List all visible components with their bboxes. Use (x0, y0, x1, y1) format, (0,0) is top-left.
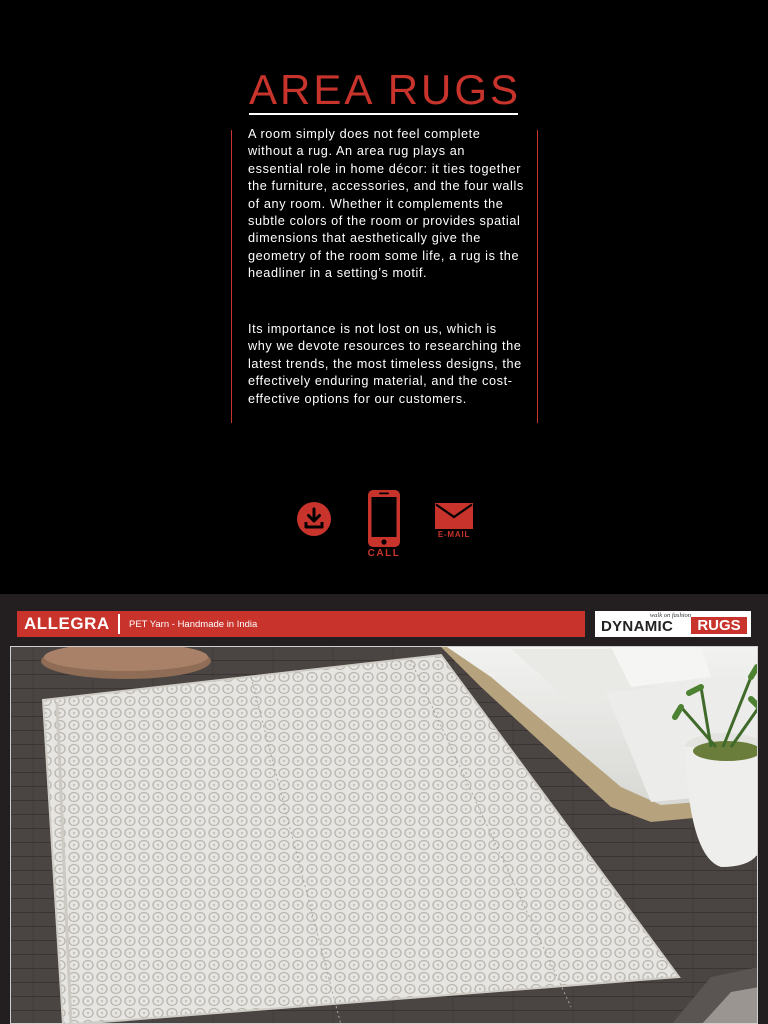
phone-icon[interactable] (366, 489, 402, 549)
room-scene-illustration (11, 647, 758, 1024)
product-name: ALLEGRA (24, 614, 110, 633)
title-underline (249, 113, 518, 115)
left-accent-line (231, 130, 232, 423)
right-accent-line (537, 130, 538, 423)
email-label[interactable]: E-MAIL (437, 530, 471, 539)
banner-separator (118, 614, 120, 634)
page-title: AREA RUGS (249, 66, 522, 113)
product-description: PET Yarn - Handmade in India (129, 619, 258, 630)
brand-logo (595, 611, 751, 637)
brand-tagline: walk on fashion (649, 612, 691, 619)
product-photo (10, 646, 758, 1024)
mail-icon[interactable] (435, 503, 473, 529)
intro-paragraph-2: Its importance is not lost on us, which is why we devote resources to researching the latest trends, the most timeless designs, the effectively enduring material, and the cost-effective options for our customers. (248, 322, 522, 406)
product-banner (17, 611, 585, 637)
brand-name-dynamic: DYNAMIC (601, 618, 674, 635)
download-icon[interactable] (296, 501, 332, 537)
intro-paragraph-1: A room simply does not feel complete without a rug. An area rug plays an essential role in home décor: it ties together the furniture, accessories, and the four walls of any room. Whether it complements the subtle colors of the room or provides spatial dimensions that aesthetically give the geometry of the room some life, a rug is the headliner in a setting’s motif. (248, 127, 524, 281)
call-label[interactable]: CALL (367, 548, 401, 559)
brand-name-rugs: RUGS (691, 617, 747, 634)
